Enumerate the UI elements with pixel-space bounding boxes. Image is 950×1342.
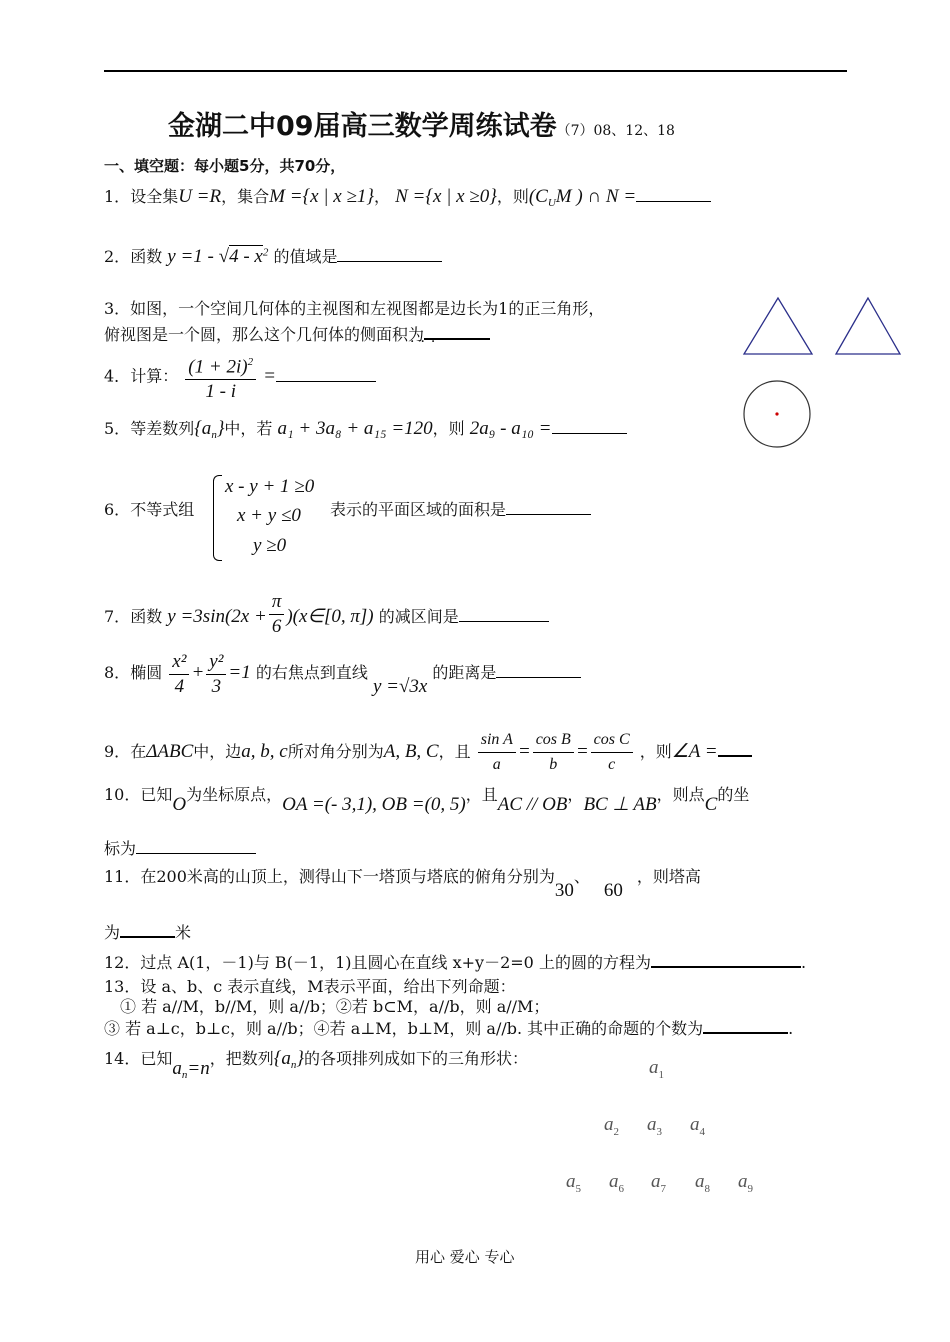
ellipse-x-term: $\frac{\text{x²}}{4}$ [169,650,189,699]
inequality-2: x + y ≤0 [237,505,301,526]
question-13-line3: ③ 若 a⊥c，b⊥c，则 a//b；④若 a⊥M，b⊥M，则 a//b. 其中正确的命题的个数为 . [104,1019,794,1038]
answer-blank-6[interactable] [506,500,591,515]
answer-blank-7[interactable] [459,607,549,622]
question-5: 5．等差数列$\{a_n\}$中，若 a₁ + 3a₈ + a₁₅ =120，则 2a₉ - a₁₀ = [104,416,627,441]
answer-blank-13[interactable] [703,1018,788,1034]
answer-blank-9[interactable] [718,741,752,757]
question-1: 1．设全集U =R，集合M ={x | x ≥1}， N ={x | x ≥0}，则($C_UM$ ) ∩ N = [104,184,711,209]
question-13-line1: 13．设 a、b、c 表示直线，M表示平面，给出下列命题： [104,977,516,996]
cos-b-ratio: $\frac{\text{cos B}}{b}$ [533,728,574,777]
answer-blank-8[interactable] [496,663,581,678]
cos-c-ratio: $\frac{\text{cos C}}{c}$ [591,728,633,777]
question-4: 4．计算： $\frac{(1 + 2i)^2}{1 - i}$ = [104,350,376,404]
answer-blank-4[interactable] [276,367,376,382]
answer-blank-2[interactable] [337,247,442,262]
question-7: 7．函数 y =3sin(2x + $\frac{\pi}{6}$ )(x∈[0, π]) 的减区间是 [104,590,549,639]
question-6-label: 6．不等式组 [104,500,195,519]
answer-blank-1[interactable] [636,187,711,202]
answer-blank-10[interactable] [136,839,256,854]
section-heading: 一、填空题：每小题5分，共70分， [104,157,346,175]
question-3-line1: 3．如图，一个空间几何体的主视图和左视图都是边长为1的正三角形， [104,299,605,318]
answer-blank-11[interactable] [120,922,175,938]
term-a2: $a_2$ [604,1114,619,1138]
side-view-triangle [836,298,900,354]
term-a1: $a_1$ [649,1057,664,1081]
term-a9: $a_9$ [738,1171,753,1195]
question-10-line2: 标为 [104,836,256,859]
ellipse-y-term: $\frac{\text{y²}}{3}$ [206,650,226,699]
title-note: （7）08、12、18 [556,123,675,139]
answer-blank-12[interactable] [651,952,801,968]
question-10: 10．已知O为坐标原点，OA =(- 3,1), OB =(0, 5)，且AC // OB，BC ⊥ AB，则点C的坐 [104,785,750,815]
answer-blank-5[interactable] [552,419,627,434]
question-13-line2: ① 若 a//M，b//M，则 a//b；②若 b⊂M，a//b，则 a//M； [120,997,550,1016]
term-a3: $a_3$ [647,1114,662,1138]
question-14: 14．已知$a_n=n$，把数列$\{a_n\}$的各项排列成如下的三角形状： [104,1048,528,1082]
top-rule [104,70,847,72]
term-a8: $a_8$ [695,1171,710,1195]
question-11: 11．在200米高的山顶上，测得山下一塔顶与塔底的俯角分别为30、60，则塔高 [104,867,701,901]
term-a7: $a_7$ [651,1171,666,1195]
emphasis-dots: ··· [410,334,442,350]
page-title: 金湖二中09届高三数学周练试卷（7）08、12、18 [168,111,675,142]
term-a4: $a_4$ [690,1114,705,1138]
circle-center-dot [775,412,778,415]
term-a5: $a_5$ [566,1171,581,1195]
inequality-3: y ≥0 [253,535,287,556]
sin-ratio: $\frac{\text{sin A}}{a}$ [478,728,516,777]
question-8: 8．椭圆 $\frac{\text{x²}}{4}$ + $\frac{\text{y²}}{3}$ =1 的右焦点到直线 y =√3x 的距离是 [104,650,581,699]
question-12: 12．过点 A(1，－1)与 B(－1，1)且圆心在直线 x+y－2=0 上的圆的方程为 . [104,953,807,972]
inequality-1: x - y + 1 ≥0 [225,476,315,497]
fraction: $\frac{(1 + 2i)^2}{1 - i}$ [185,350,256,404]
front-view-triangle [744,298,812,354]
term-a6: $a_6$ [609,1171,624,1195]
question-3-line2: 俯视图是一个圆，那么这个几何体的侧面积为 [104,322,490,345]
page-footer: 用心 爱心 专心 [415,1248,515,1266]
question-2: 2．函数 $y =1 - √4 - x^2$ 的值域是 [104,244,442,268]
three-view-figure [740,292,910,452]
pi-over-six: $\frac{\pi}{6}$ [269,590,285,639]
question-11-line2: 为 米 [104,923,192,942]
system-brace [213,475,222,561]
question-6-tail: 表示的平面区域的面积是 [330,497,591,520]
question-9: 9．在ΔABC中，边a, b, c所对角分别为A, B, C，且 $\frac{\text{sin A}}{a}$ = $\frac{\text{cos B}}{b}$ = $\frac{\text{cos C}}{c}$ ，则∠A = [104,728,752,777]
